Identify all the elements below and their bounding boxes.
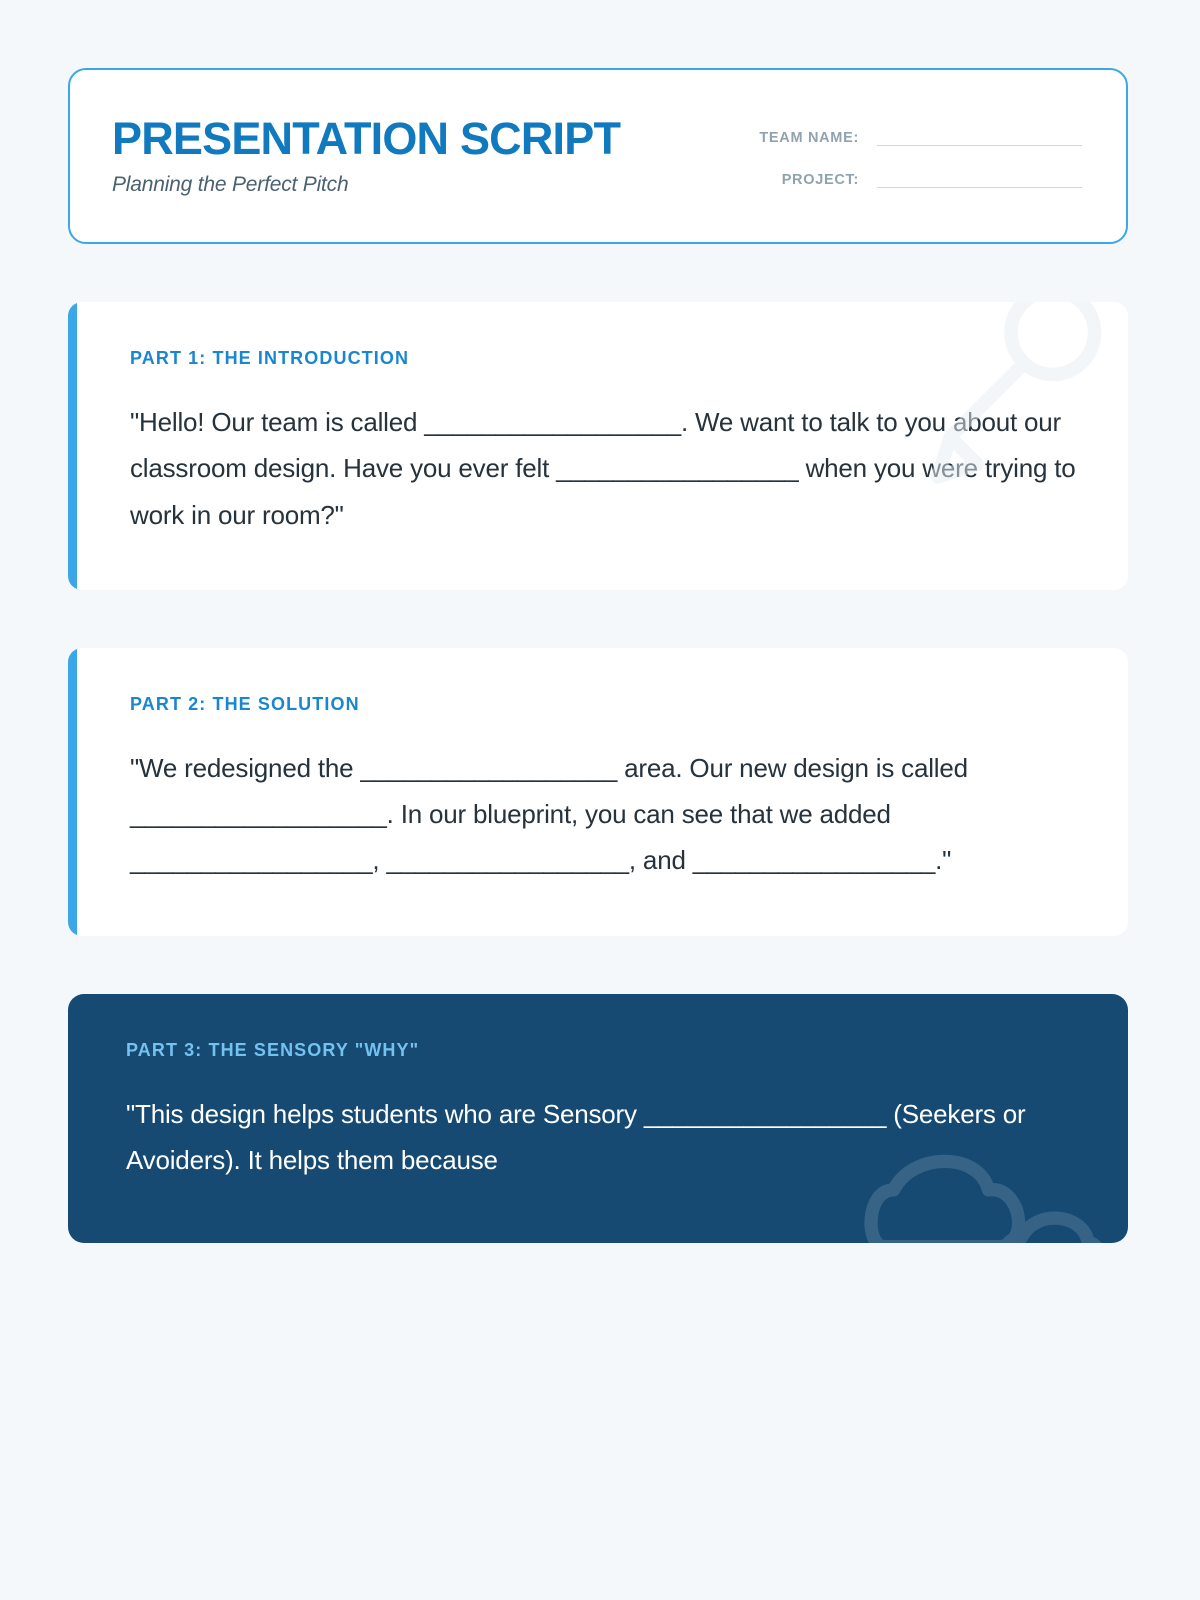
section-part-3	[68, 994, 1128, 1244]
page-title: PRESENTATION SCRIPT	[112, 113, 621, 165]
header-fields	[759, 124, 1086, 188]
team-name-label: TEAM NAME:	[759, 130, 859, 146]
section-3-label: PART 3: THE SENSORY "WHY"	[126, 1039, 420, 1060]
accent-bar	[68, 648, 77, 936]
project-label: PROJECT:	[781, 172, 859, 188]
project-input[interactable]	[877, 170, 1082, 188]
header-card	[68, 68, 1128, 244]
section-1-label: PART 1: THE INTRODUCTION	[130, 348, 410, 368]
team-name-field-row	[759, 128, 1082, 146]
project-field-row	[759, 170, 1082, 188]
section-part-2	[68, 648, 1128, 936]
section-1-body: "Hello! Our team is called __________________. We want to talk to you about our classroom design. Have you ever felt _________________ when you were trying to work in our room?"	[130, 407, 1076, 530]
section-2-body: "We redesigned the __________________ area. Our new design is called __________________. In our blueprint, you can see that we added _________________, _________________, and _________________."	[130, 752, 968, 876]
accent-bar	[68, 302, 77, 590]
section-3-body: "This design helps students who are Sensory _________________ (Seekers or Avoiders). It helps them because	[126, 1098, 1026, 1175]
team-name-input[interactable]	[877, 128, 1082, 146]
page-subtitle: Planning the Perfect Pitch	[112, 172, 349, 196]
title-block	[112, 115, 620, 196]
section-2-label: PART 2: THE SOLUTION	[130, 693, 360, 714]
section-part-1	[68, 302, 1128, 590]
